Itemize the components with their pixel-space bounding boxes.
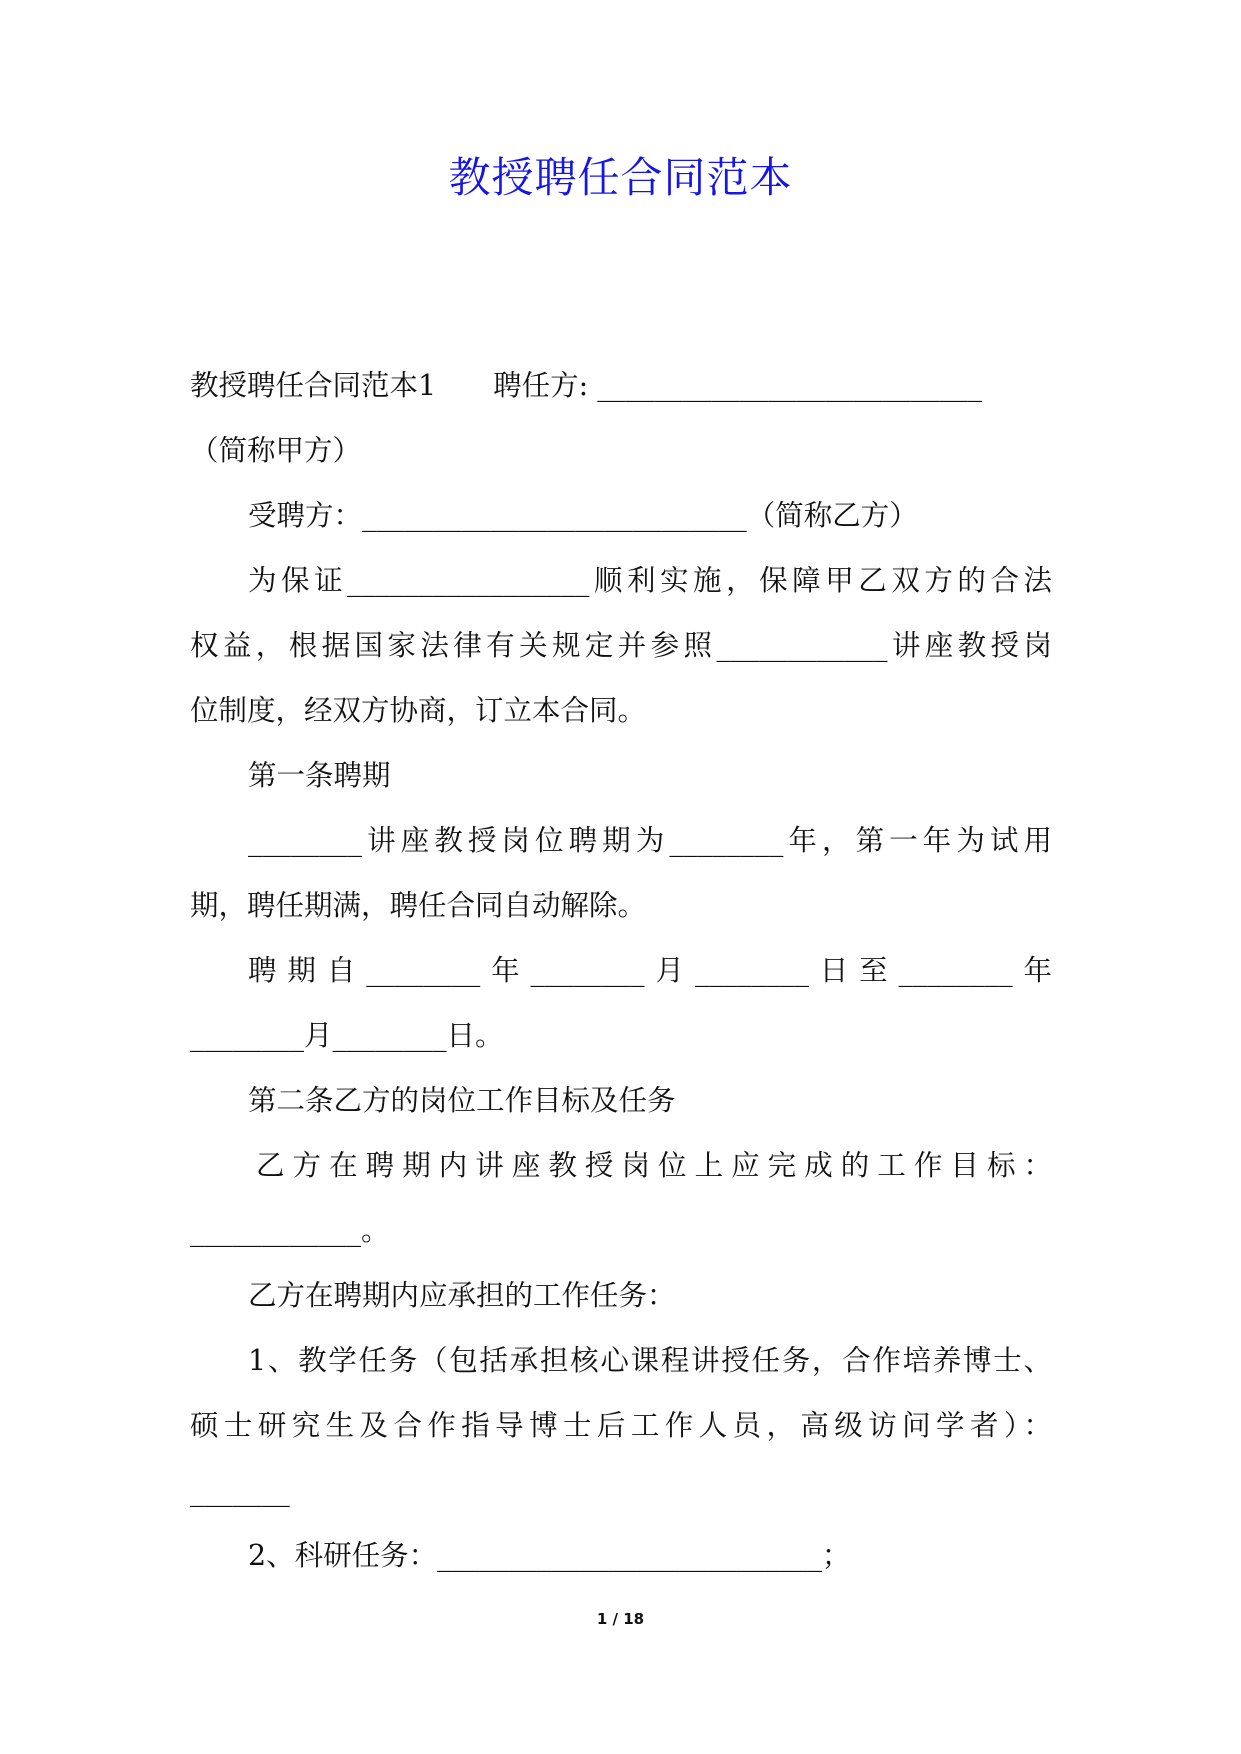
body-line: ________月________日。 xyxy=(190,1019,504,1052)
page-indicator: 1 / 18 xyxy=(596,1610,645,1628)
body-line: 期，聘任期满，聘任合同自动解除。 xyxy=(190,889,647,922)
body-line: ____________。 xyxy=(190,1214,390,1247)
section-heading: 第二条乙方的岗位工作目标及任务 xyxy=(248,1084,676,1117)
document-body xyxy=(190,353,1052,1588)
body-line: 权益，根据国家法律有关规定并参照____________讲座教授岗 xyxy=(190,629,1052,662)
body-line: 乙方在聘期内应承担的工作任务： xyxy=(248,1279,676,1312)
document-title: 教授聘任合同范本 xyxy=(448,153,793,202)
body-line: 硕士研究生及合作指导博士后工作人员，高级访问学者）： xyxy=(190,1409,1052,1442)
body-line: 为保证_________________顺利实施，保障甲乙双方的合法 xyxy=(248,564,1052,597)
body-line: 1、教学任务（包括承担核心课程讲授任务，合作培养博士、 xyxy=(248,1344,1052,1377)
body-line: 教授聘任合同范本1 聘任方: ___________________________ xyxy=(190,369,983,402)
section-heading: 第一条聘期 xyxy=(248,759,391,792)
body-line: （简称甲方） xyxy=(190,434,362,467)
body-line: 受聘方：___________________________（简称乙方） xyxy=(248,499,918,532)
body-line: _______ xyxy=(190,1474,290,1507)
body-line: 2、科研任务：___________________________； xyxy=(248,1539,851,1572)
body-line: ________讲座教授岗位聘期为________年，第一年为试用 xyxy=(248,824,1052,857)
body-line: 聘期自________年________月________日至________年 xyxy=(248,954,1052,987)
body-line: 位制度，经双方协商，订立本合同。 xyxy=(190,694,647,727)
body-line: 乙方在聘期内讲座教授岗位上应完成的工作目标： xyxy=(256,1149,1052,1182)
